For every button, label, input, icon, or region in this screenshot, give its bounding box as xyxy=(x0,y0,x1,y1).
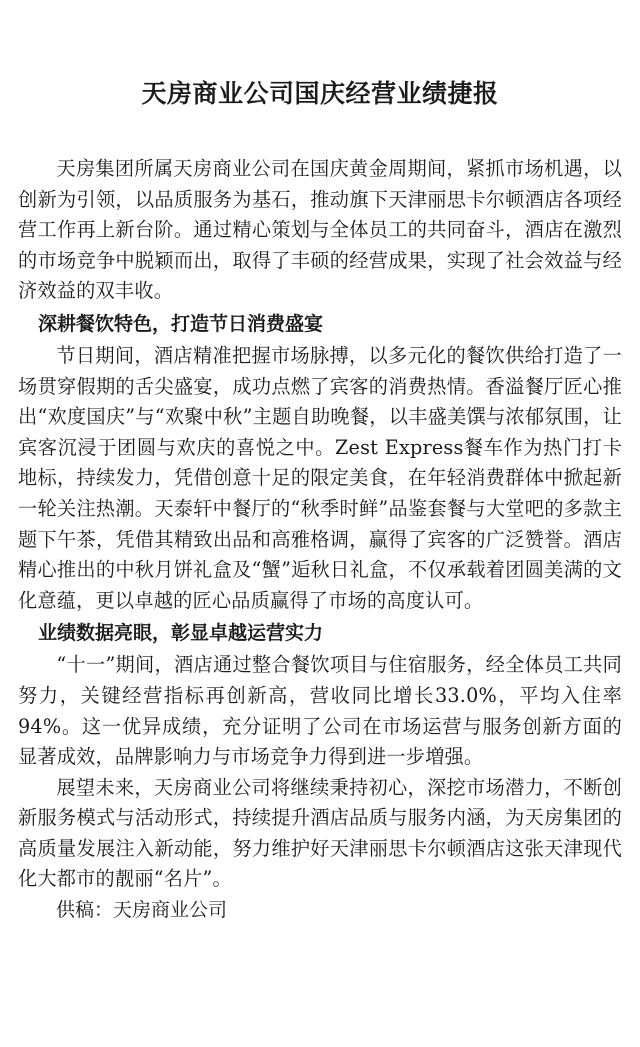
closing-paragraph: 展望未来，天房商业公司将继续秉持初心，深挖市场潜力，不断创新服务模式与活动形式，持续提升酒店品质与服务内涵，为天房集团的高质量发展注入新动能，努力维护好天津丽思卡尔顿酒店这张天津现代化大都市的靓丽“名片”。 xyxy=(18,775,622,891)
intro-paragraph: 天房集团所属天房商业公司在国庆黄金周期间，紧抓市场机遇，以创新为引领，以品质服务为基石，推动旗下天津丽思卡尔顿酒店各项经营工作再上新台阶。通过精心策划与全体员工的共同奋斗，酒店在激烈的市场竞争中脱颖而出，取得了丰硕的经营成果，实现了社会效益与经济效益的双丰收。 xyxy=(18,157,622,303)
performance-paragraph: “十一”期间，酒店通过整合餐饮项目与住宿服务，经全体员工共同努力，关键经营指标再创新高，营收同比增长33.0%，平均入住率94%。这一优异成绩，充分证明了公司在市场运营与服务创新方面的显著成效，品牌影响力与市场竞争力得到进一步増强。 xyxy=(18,653,622,769)
catering-paragraph: 节日期间，酒店精准把握市场脉搏，以多元化的餐饮供给打造了一场贯穿假期的舌尖盛宴，成功点燃了宾客的消费热情。香溢餐厅匠心推出“欢度国庆”与“欢聚中秋”主题自助晚餐，以丰盛美馔与浓郁氛围，让宾客沉浸于团圆与欢庆的喜悦之中。Zest Express餐车作为热门打卡地标，持续发力，凭借创意十足的限定美食，在年轻消费群体中掀起新一轮关注热潮。天泰轩中餐厅的“秋季时鲜”品鉴套餐与大堂吧的多款主题下午茶，凭借其精致出品和高雅格调，赢得了宾客的广泛赞誉。酒店精心推出的中秋月饼礼盒及“蟹”逅秋日礼盒，不仅承载着团圆美满的文化意蕴，更以卓越的匠心品质赢得了市场的高度认可。 xyxy=(18,343,622,612)
source-credit: 供稿：天房商业公司 xyxy=(56,899,228,922)
article-title: 天房商业公司国庆经营业绩捷报 xyxy=(141,79,499,108)
section-heading-catering: 深耕餐饮特色，打造节日消费盛宴 xyxy=(38,312,324,335)
section-heading-performance: 业绩数据亮眼，彰显卓越运营实力 xyxy=(38,622,324,645)
